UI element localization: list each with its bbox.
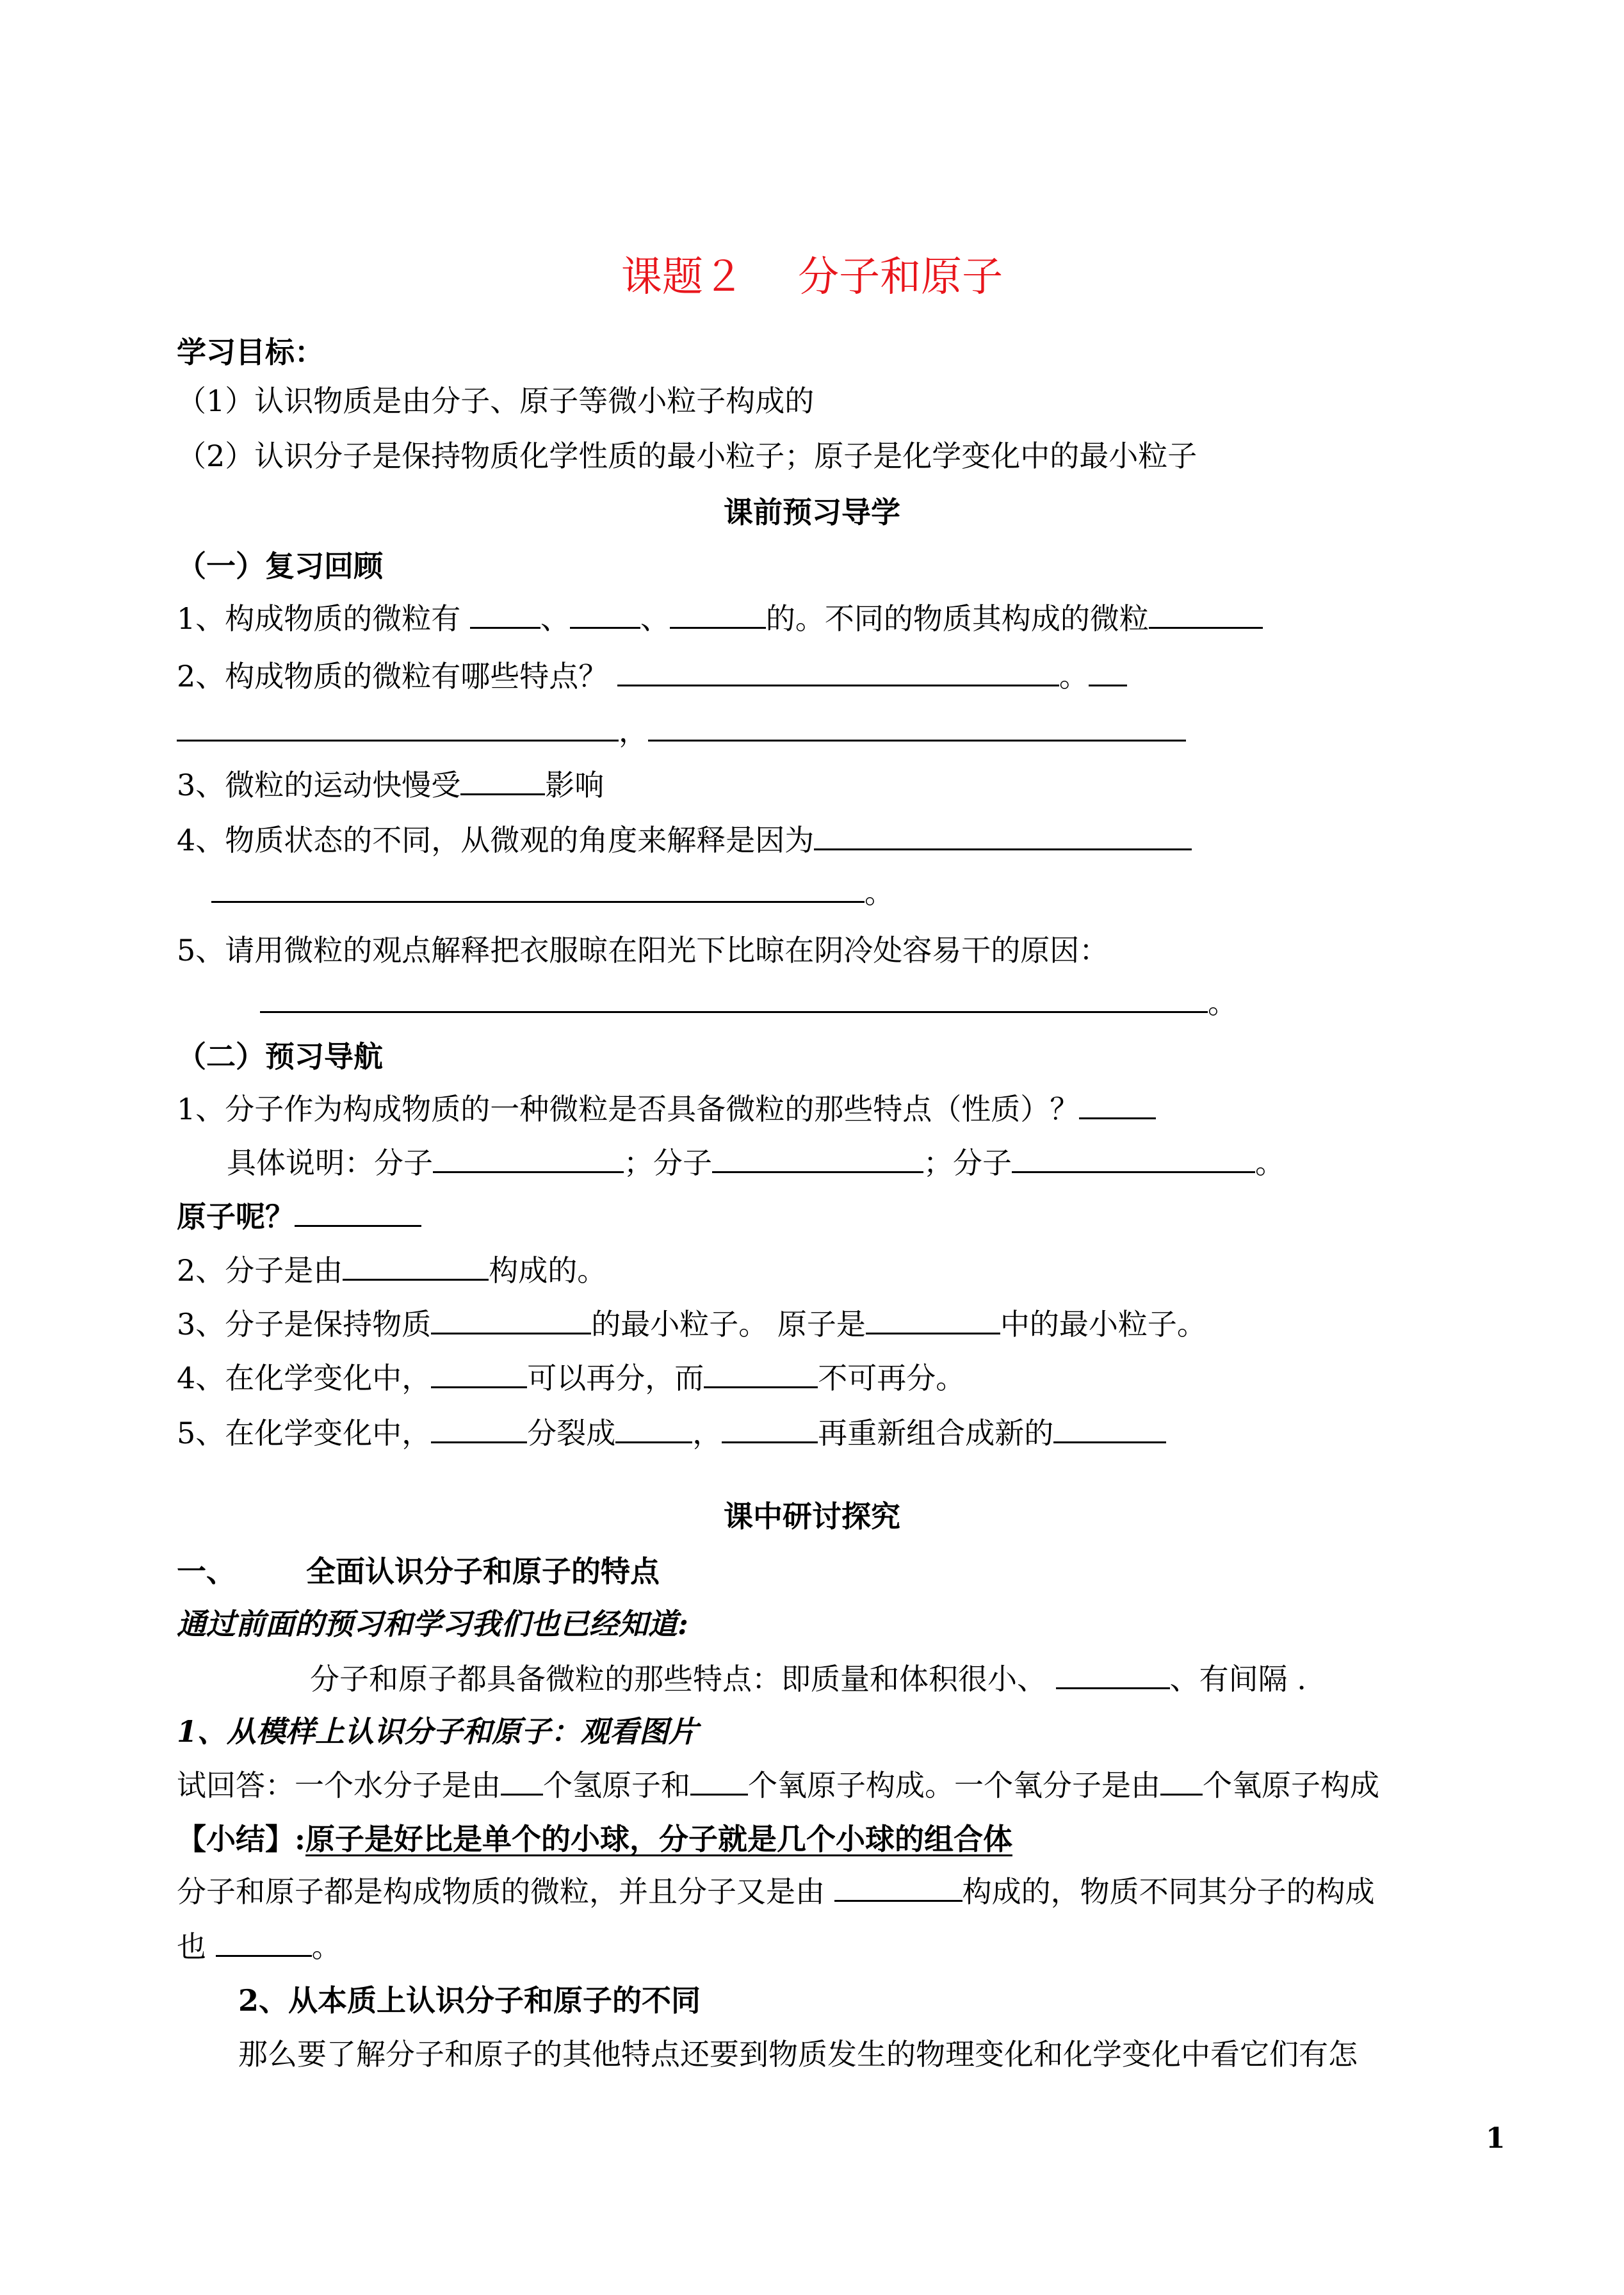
nav-q5	[177, 1413, 1166, 1454]
nav-q2	[177, 1250, 606, 1291]
answer-blank[interactable]	[216, 1929, 312, 1957]
preview-heading: 课前预习导学	[724, 495, 900, 530]
paragraph-line-2	[177, 1926, 341, 1967]
answer-blank[interactable]	[1012, 1146, 1255, 1173]
review-q1	[177, 598, 1263, 639]
review-q3	[177, 765, 604, 806]
subsection-1: 1、从模样上认识分子和原子：观看图片	[177, 1714, 699, 1749]
section-title: 全面认识分子和原子的特点	[306, 1554, 660, 1589]
nav-q1	[177, 1089, 1156, 1130]
review-q2-cont	[177, 711, 1186, 752]
review-heading: （一）复习回顾	[177, 549, 383, 583]
atom-question	[177, 1196, 421, 1237]
answer-blank[interactable]	[704, 1361, 818, 1388]
traits-line	[310, 1658, 1306, 1699]
answer-blank[interactable]	[712, 1146, 923, 1173]
atom-question-text: 原子呢？	[177, 1199, 295, 1234]
last-line: 那么要了解分子和原子的其他特点还要到物质发生的物理变化和化学变化中看它们有怎	[238, 2037, 1358, 2072]
answer-blank[interactable]	[617, 659, 1059, 686]
period: 。	[311, 1929, 341, 1964]
period: 。	[865, 875, 894, 910]
answer-line	[177, 1765, 1379, 1806]
answer-blank[interactable]	[470, 601, 540, 629]
intro-text: 通过前面的预习和学习我们也已经知道:	[177, 1607, 688, 1641]
answer-blank[interactable]	[431, 1307, 591, 1334]
section-1-heading	[177, 1551, 660, 1592]
nav-q1-text: 1、分子作为构成物质的一种微粒是否具备微粒的那些特点（性质）？	[177, 1092, 1080, 1126]
nav-q4-text-c: 不可再分。	[818, 1361, 966, 1395]
answer-text-b: 个氢原子和	[543, 1768, 690, 1803]
answer-blank[interactable]	[1160, 1768, 1203, 1796]
answer-blank[interactable]	[834, 1874, 962, 1902]
answer-blank[interactable]	[431, 1416, 527, 1443]
paragraph-text-b: 构成的，物质不同其分子的构成	[962, 1874, 1375, 1909]
detail-text: 具体说明：分子	[227, 1146, 433, 1180]
answer-blank[interactable]	[814, 823, 1192, 850]
answer-blank[interactable]	[177, 714, 619, 742]
review-q2-text: 2、构成物质的微粒有哪些特点？	[177, 659, 608, 693]
review-q3-text-b: 影响	[545, 768, 605, 802]
traits-text-b: 、有间隔 .	[1169, 1662, 1306, 1696]
answer-blank[interactable]	[211, 875, 865, 903]
traits-text: 分子和原子都具备微粒的那些特点：即质量和体积很小、	[310, 1662, 1046, 1696]
answer-blank[interactable]	[866, 1307, 1000, 1334]
nav-q3-text: 3、分子是保持物质	[177, 1307, 432, 1342]
nav-q2-text-b: 构成的。	[489, 1253, 607, 1288]
nav-heading: （二）预习导航	[177, 1039, 383, 1074]
answer-blank[interactable]	[1053, 1416, 1166, 1443]
objective-2: （2）认识分子是保持物质化学性质的最小粒子；原子是化学变化中的最小粒子	[177, 439, 1198, 473]
paragraph-text-c: 也	[177, 1929, 206, 1964]
summary-label: 【小结】:	[177, 1822, 305, 1856]
answer-text-d: 个氧原子构成	[1203, 1768, 1379, 1803]
answer-blank[interactable]	[1079, 1092, 1156, 1119]
separator: 、	[540, 601, 570, 636]
comma: ，	[619, 714, 648, 749]
review-q4-text: 4、物质状态的不同，从微观的角度来解释是因为	[177, 823, 815, 857]
inclass-heading: 课中研讨探究	[724, 1499, 900, 1534]
answer-text-c: 个氧原子构成。一个氧分子是由	[748, 1768, 1160, 1803]
detail-text: ；分子	[923, 1146, 1012, 1180]
nav-q4	[177, 1358, 965, 1399]
answer-blank[interactable]	[615, 1416, 692, 1443]
review-q3-text: 3、微粒的运动快慢受	[177, 768, 461, 802]
nav-q5-text-b: 分裂成	[527, 1416, 616, 1450]
nav-q1-detail	[227, 1142, 1285, 1183]
summary-text: 原子是好比是单个的小球，分子就是几个小球的组合体	[305, 1822, 1012, 1856]
nav-q2-text: 2、分子是由	[177, 1253, 343, 1288]
answer-text: 试回答：一个水分子是由	[177, 1768, 501, 1803]
answer-blank[interactable]	[431, 1361, 527, 1388]
page-title: 课题２ 分子和原子	[621, 254, 1003, 301]
summary-line	[177, 1819, 1012, 1860]
review-q4-cont	[211, 872, 894, 913]
answer-blank[interactable]	[460, 768, 545, 795]
objectives-heading: 学习目标：	[177, 335, 324, 369]
answer-blank[interactable]	[1149, 601, 1263, 629]
answer-blank[interactable]	[690, 1768, 748, 1796]
answer-blank[interactable]	[670, 601, 766, 629]
nav-q3-text-b: 的最小粒子。 原子是	[591, 1307, 866, 1342]
answer-blank[interactable]	[501, 1768, 543, 1796]
review-q1-text: 1、构成物质的微粒有	[177, 601, 461, 636]
nav-q3	[177, 1304, 1206, 1345]
paragraph-line	[177, 1871, 1375, 1912]
objective-1: （1）认识物质是由分子、原子等微小粒子构成的	[177, 384, 815, 418]
review-q5-cont	[260, 982, 1237, 1023]
detail-text: ；分子	[624, 1146, 712, 1180]
period: 。	[1059, 659, 1089, 693]
review-q1-text-b: 的。不同的物质其构成的微粒	[765, 601, 1149, 636]
answer-blank[interactable]	[343, 1253, 489, 1281]
comma: ，	[692, 1416, 722, 1450]
answer-blank[interactable]	[295, 1199, 421, 1227]
subsection-2: 2、从本质上认识分子和原子的不同	[238, 1983, 701, 2018]
answer-blank[interactable]	[433, 1146, 624, 1173]
period: 。	[1255, 1146, 1285, 1180]
answer-blank[interactable]	[1056, 1662, 1170, 1689]
answer-blank[interactable]	[648, 714, 1186, 742]
nav-q3-text-c: 中的最小粒子。	[1000, 1307, 1206, 1342]
answer-blank[interactable]	[570, 601, 640, 629]
paragraph-text: 分子和原子都是构成物质的微粒，并且分子又是由	[177, 1874, 825, 1909]
nav-q5-text-d: 再重新组合成新的	[818, 1416, 1054, 1450]
answer-blank[interactable]	[722, 1416, 818, 1443]
review-q4	[177, 820, 1192, 861]
section-number: 一、	[177, 1554, 236, 1589]
review-q5: 5、请用微粒的观点解释把衣服晾在阳光下比晾在阴冷处容易干的原因：	[177, 933, 1109, 968]
period: 。	[1208, 985, 1237, 1020]
answer-blank[interactable]	[260, 985, 1208, 1013]
review-q2	[177, 656, 1127, 697]
nav-q4-text-b: 可以再分，而	[527, 1361, 704, 1395]
nav-q5-text: 5、在化学变化中，	[177, 1416, 432, 1450]
separator: 、	[640, 601, 670, 636]
answer-blank[interactable]	[1089, 659, 1127, 686]
page-number: 1	[1486, 2122, 1506, 2155]
nav-q4-text: 4、在化学变化中，	[177, 1361, 432, 1395]
